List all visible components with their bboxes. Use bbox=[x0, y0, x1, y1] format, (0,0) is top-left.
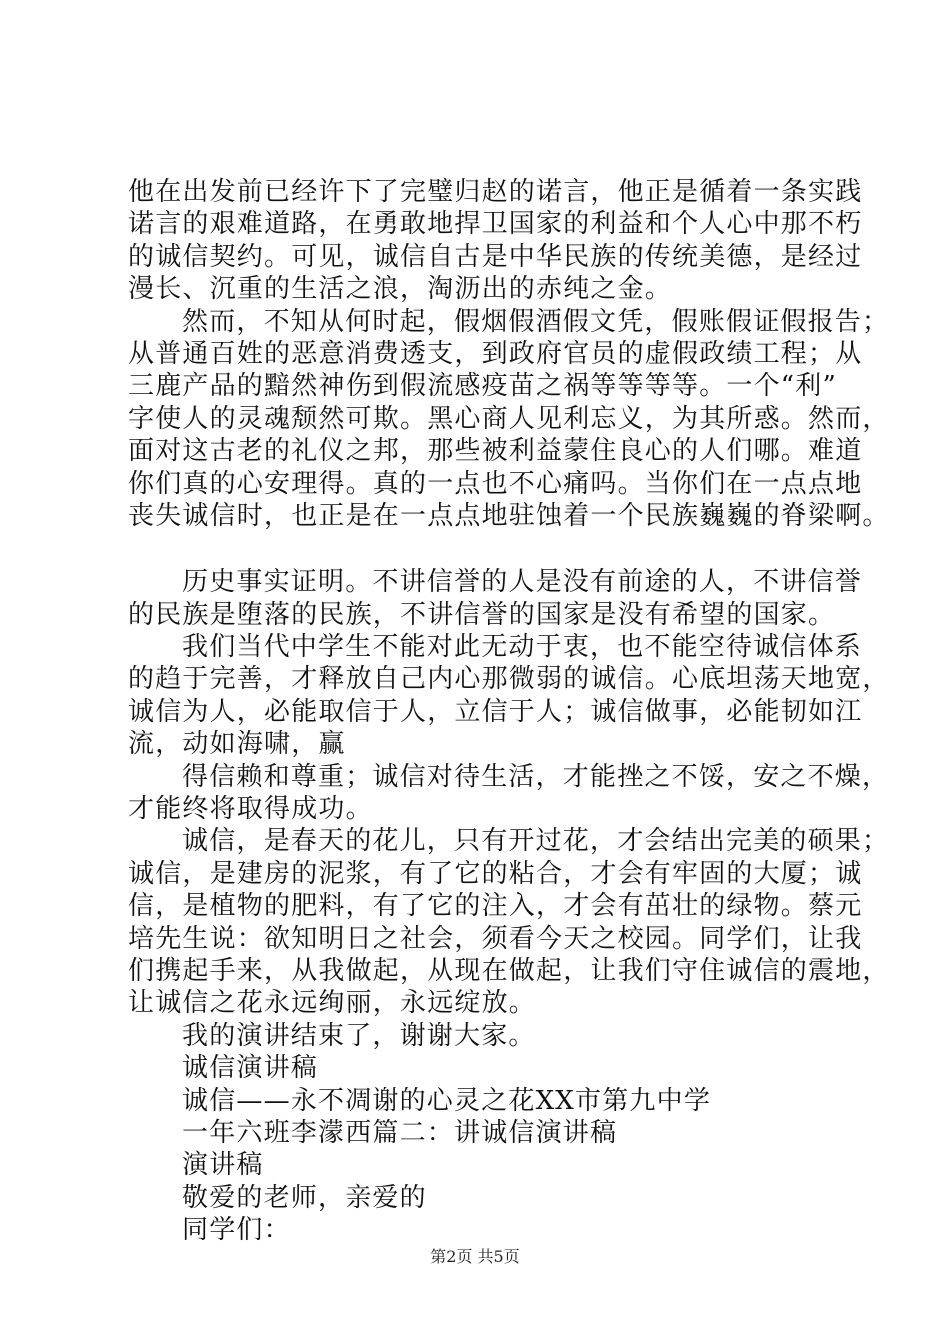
text-line: 面对这古老的礼仪之邦，那些被利益蒙住良心的人们哪。难道 bbox=[128, 436, 863, 467]
text-line: 一年六班李濛西篇二：讲诚信演讲稿 bbox=[182, 1117, 618, 1148]
text-line: 我的演讲结束了，谢谢大家。 bbox=[182, 1020, 536, 1051]
text-line: 三鹿产品的黯然神伤到假流感疫苗之祸等等等等。一个“利” bbox=[128, 371, 837, 402]
text-line: 诚信，是春天的花儿，只有开过花，才会结出完美的硕果； bbox=[182, 826, 890, 857]
text-line: 培先生说：欲知明日之社会，须看今天之校园。同学们，让我 bbox=[128, 923, 863, 954]
text-line: 才能终将取得成功。 bbox=[128, 794, 373, 825]
text-line: 你们真的心安理得。真的一点也不心痛吗。当你们在一点点地 bbox=[128, 468, 863, 499]
text-line: 丧失诚信时，也正是在一点点地驻蚀着一个民族巍巍的脊梁啊。 bbox=[128, 500, 890, 531]
text-line: 诺言的艰难道路，在勇敢地捍卫国家的利益和个人心中那不朽 bbox=[128, 209, 863, 240]
text-line: 得信赖和尊重；诚信对待生活，才能挫之不馁，安之不燥， bbox=[182, 761, 890, 792]
text-line: 他在出发前已经许下了完璧归赵的诺言，他正是循着一条实践 bbox=[128, 177, 863, 207]
text-line: 的趋于完善，才释放自己内心那微弱的诚信。心底坦荡天地宽， bbox=[128, 664, 890, 695]
text-line: 从普通百姓的恶意消费透支，到政府官员的虚假政绩工程；从 bbox=[128, 338, 863, 369]
page-footer: 第2页 共5页 bbox=[430, 1247, 520, 1266]
text-line: 流，动如海啸，赢 bbox=[128, 729, 346, 760]
text-line: 漫长、沉重的生活之浪，淘沥出的赤纯之金。 bbox=[128, 274, 673, 305]
paragraph-gap bbox=[128, 532, 848, 566]
text-line: 诚信——永不凋谢的心灵之花XX市第九中学 bbox=[182, 1085, 712, 1116]
document-body bbox=[128, 176, 890, 1247]
text-line: 历史事实证明。不讲信誉的人是没有前途的人，不讲信誉 bbox=[182, 567, 863, 598]
text-line: 的民族是堕落的民族，不讲信誉的国家是没有希望的国家。 bbox=[128, 599, 836, 630]
text-line: 们携起手来，从我做起，从现在做起，让我们守住诚信的震地， bbox=[128, 955, 890, 986]
text-line: 让诚信之花永远绚丽，永远绽放。 bbox=[128, 988, 537, 1019]
text-line: 诚信演讲稿 bbox=[182, 1053, 319, 1084]
text-line: 诚信，是建房的泥浆，有了它的粘合，才会有牢固的大厦；诚 bbox=[128, 858, 863, 889]
text-line: 我们当代中学生不能对此无动于衷，也不能空待诚信体系 bbox=[182, 632, 863, 663]
text-line: 诚信为人，必能取信于人，立信于人；诚信做事，必能韧如江 bbox=[128, 696, 863, 727]
text-line: 的诚信契约。可见，诚信自古是中华民族的传统美德，是经过 bbox=[128, 241, 863, 272]
text-line: 敬爱的老师，亲爱的 bbox=[182, 1182, 427, 1213]
text-line: 然而，不知从何时起，假烟假酒假文凭，假账假证假报告； bbox=[182, 306, 890, 337]
text-line: 同学们： bbox=[182, 1215, 291, 1246]
text-line: 字使人的灵魂颓然可欺。黑心商人见利忘义，为其所惑。然而， bbox=[128, 403, 890, 434]
text-line: 信，是植物的肥料，有了它的注入，才会有茁壮的绿物。蔡元 bbox=[128, 891, 863, 922]
text-line: 演讲稿 bbox=[182, 1150, 264, 1181]
